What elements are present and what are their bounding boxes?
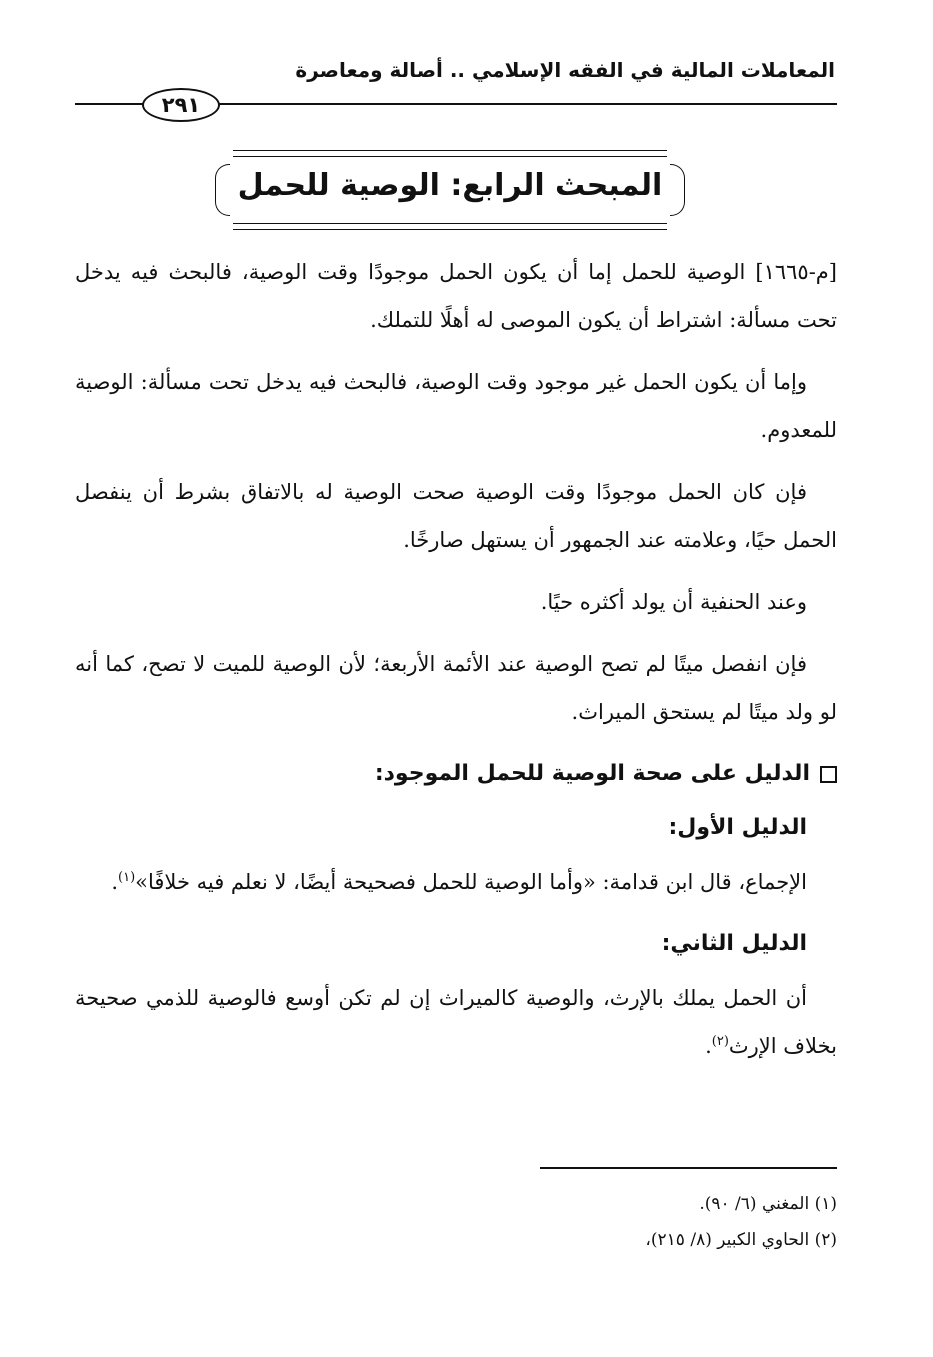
paragraph-1: [م-١٦٦٥] الوصية للحمل إما أن يكون الحمل موجودًا وقت الوصية، فالبحث فيه يدخل تحت مسألة: اشتراط أن يكون الموصى له أهلًا للتملك. (75, 260, 837, 332)
second-evidence-body: أن الحمل يملك بالإرث، والوصية كالميراث إن لم تكن أوسع فالوصية للذمي صحيحة بخلاف الإرث (75, 986, 837, 1058)
running-header: المعاملات المالية في الفقه الإسلامي .. أصالة ومعاصرة (295, 58, 835, 82)
evidence-heading-text: الدليل على صحة الوصية للحمل الموجود: (374, 761, 810, 786)
page-body (75, 248, 837, 1084)
section-title-frame (215, 150, 685, 230)
footnote-rule (540, 1167, 837, 1169)
section-title: المبحث الرابع: الوصية للحمل (237, 168, 663, 203)
first-evidence-body: الإجماع، قال ابن قدامة: «وأما الوصية للحمل فصحيحة أيضًا، لا نعلم فيه خلافًا» (135, 870, 807, 894)
paragraph-5: فإن انفصل ميتًا لم تصح الوصية عند الأئمة الأربعة؛ لأن الوصية للميت لا تصح، كما أنه لو ولد ميتًا لم يستحق الميراث. (75, 652, 837, 724)
checkbox-bullet-icon (820, 766, 837, 783)
footnote-2: (٢) الحاوي الكبير (٨/ ٢١٥)، (645, 1230, 837, 1250)
page-number: ٢٩١ (142, 88, 220, 122)
paragraph-4: وعند الحنفية أن يولد أكثره حيًا. (540, 590, 807, 614)
frame-left-bracket (215, 164, 230, 216)
frame-right-bracket (670, 164, 685, 216)
footnote-ref-1: (١) (118, 870, 136, 885)
footnote-ref-2: (٢) (711, 1034, 729, 1049)
frame-bottom-border (233, 223, 667, 230)
first-evidence-heading: الدليل الأول: (668, 815, 807, 840)
footnotes (337, 1186, 837, 1258)
footnote-1: (١) المغني (٦/ ٩٠). (699, 1194, 837, 1214)
second-evidence-text: أن الحمل يملك بالإرث، والوصية كالميراث إن لم تكن أوسع فالوصية للذمي صحيحة بخلاف الإرث$^{(٢)}$. (75, 986, 837, 1058)
paragraph-3: فإن كان الحمل موجودًا وقت الوصية صحت الوصية له بالاتفاق بشرط أن ينفصل الحمل حيًا، وعلامته عند الجمهور أن يستهل صارخًا. (75, 480, 837, 552)
evidence-heading (75, 750, 837, 798)
second-evidence-heading: الدليل الثاني: (661, 931, 807, 956)
paragraph-2: وإما أن يكون الحمل غير موجود وقت الوصية، فالبحث فيه يدخل تحت مسألة: الوصية للمعدوم. (75, 370, 837, 442)
first-evidence-text: الإجماع، قال ابن قدامة: «وأما الوصية للحمل فصحيحة أيضًا، لا نعلم فيه خلافًا»$^{(١)}$. (111, 870, 807, 894)
frame-top-border (233, 150, 667, 157)
